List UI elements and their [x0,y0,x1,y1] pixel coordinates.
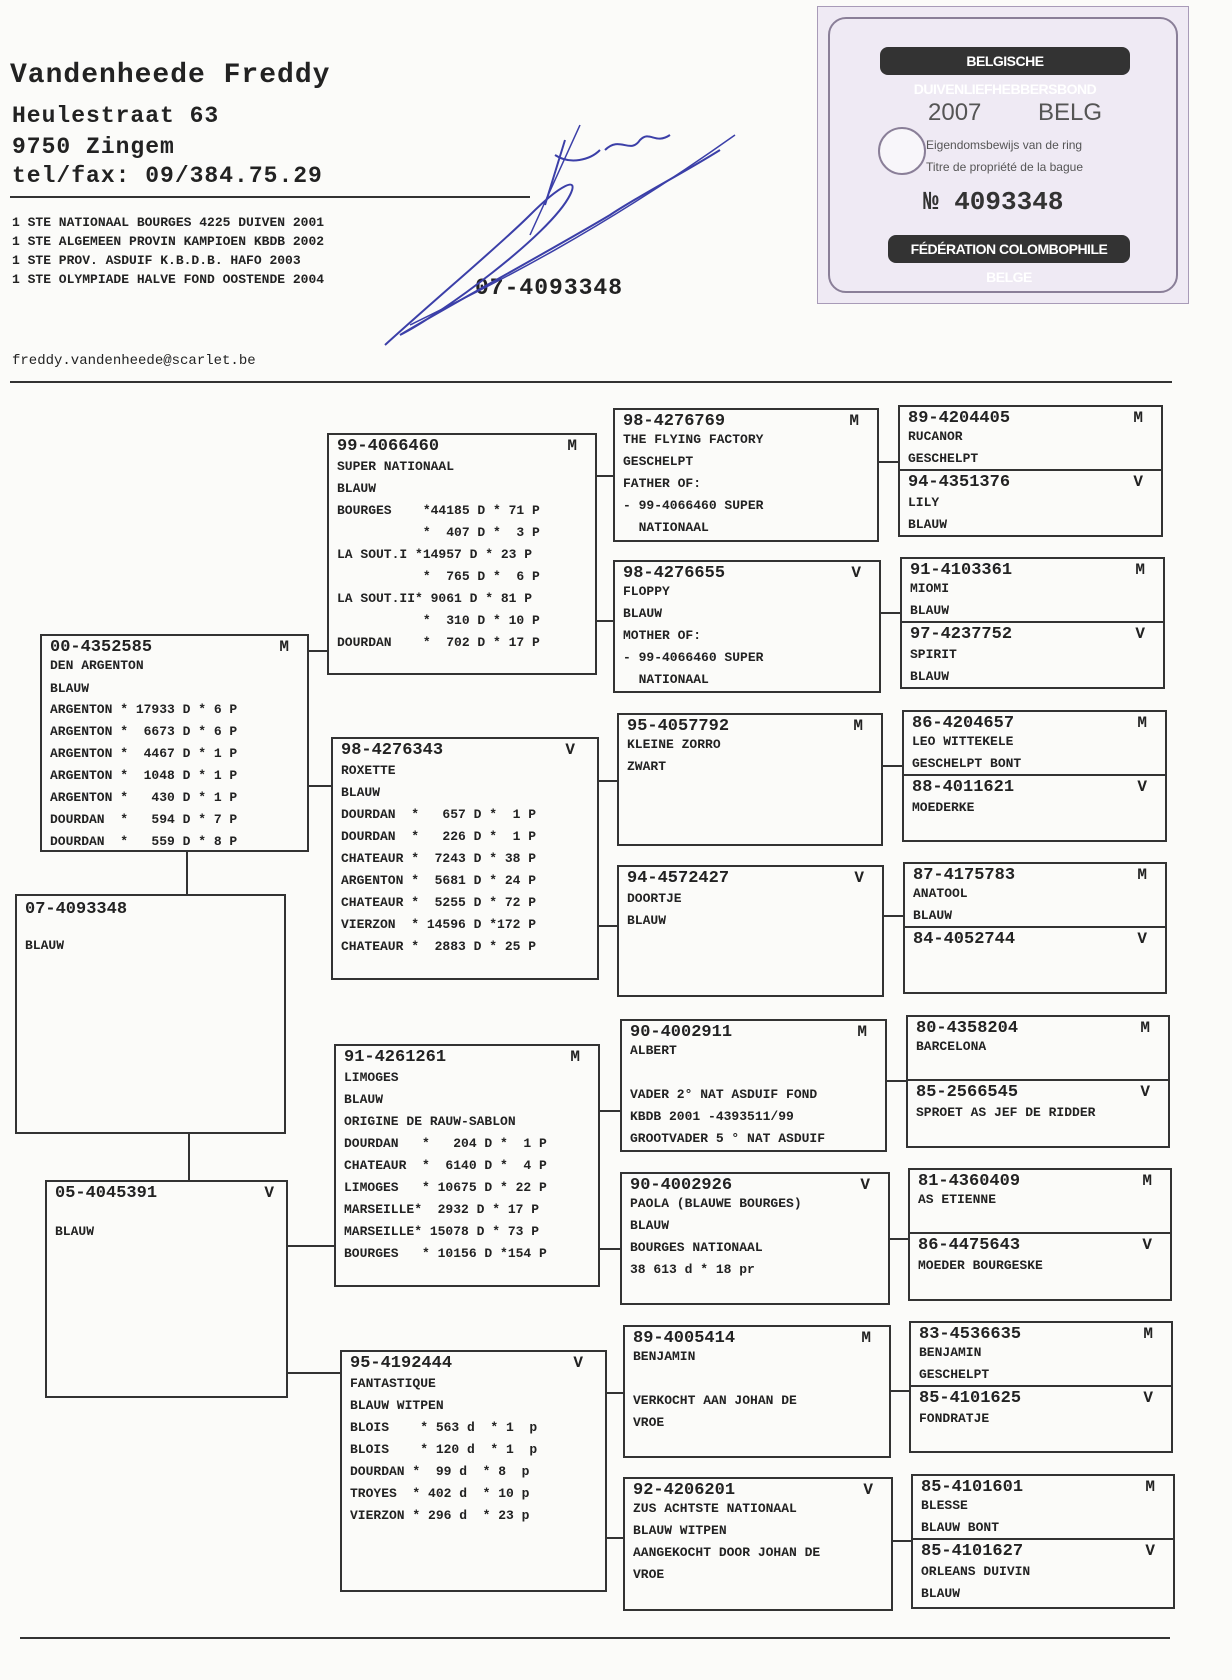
detail-line: * 765 D * 6 P [337,569,540,584]
detail-line: MARSEILLE* 2932 D * 17 P [344,1202,540,1217]
ring-number-label: 07-4093348 [25,900,128,919]
detail-line: KBDB 2001 -4393511/99 [630,1109,794,1124]
ring-number-label: 98-4276343 [341,741,444,760]
stamp-bottom-banner: FÉDÉRATION COLOMBOPHILE BELGE [888,235,1130,263]
ring-number-label: 95-4057792 [627,717,730,736]
ring-number-label: 91-4261261 [344,1048,447,1067]
detail-line: MOEDERKE [912,800,975,815]
sex-marker: M [1143,1325,1153,1343]
pigeon-card-dam [45,1180,288,1398]
detail-line: SPIRIT [910,647,957,662]
sex-marker: V [1140,1083,1150,1101]
owner-street: Heulestraat 63 [12,103,220,129]
connector [599,925,617,927]
detail-line: CHATEAUR * 6140 D * 4 P [344,1158,547,1173]
sex-marker: V [1133,473,1143,491]
ring-number-label: 95-4192444 [350,1354,453,1373]
detail-line: MOEDER BOURGESKE [918,1258,1043,1273]
connector [595,475,613,477]
connector [595,620,613,622]
pigeon-card-dam-sire [334,1044,600,1287]
connector [893,1540,911,1542]
detail-line: BLAUW [921,1586,961,1601]
detail-line: BLAUW [910,603,950,618]
detail-line: LA SOUT.I *14957 D * 23 P [337,547,533,562]
detail-line: ZUS ACHTSTE NATIONAAL [633,1501,797,1516]
detail-line: VADER 2° NAT ASDUIF FOND [630,1087,818,1102]
ring-number-label: 84-4052744 [913,930,1016,949]
detail-line: MIOMI [910,581,950,596]
sex-marker: M [1137,866,1147,884]
detail-line: ARGENTON * 430 D * 1 P [50,790,238,805]
detail-line: BOURGES *44185 D * 71 P [337,503,540,518]
detail-line: ROXETTE [341,763,396,778]
sex-marker: V [1145,1542,1155,1560]
detail-line: DOORTJE [627,891,682,906]
ring-number-label: 83-4536635 [919,1325,1022,1344]
achievement-4: 1 STE OLYMPIADE HALVE FOND OOSTENDE 2004 [12,272,325,287]
detail-line: KLEINE ZORRO [627,737,721,752]
detail-line: * 407 D * 3 P [337,525,540,540]
sex-marker: V [264,1184,274,1202]
sex-marker: V [565,741,575,759]
detail-line: ARGENTON * 5681 D * 24 P [341,873,537,888]
ring-number: 07-4093348 [475,275,624,301]
detail-line: GESCHELPT BONT [912,756,1022,771]
stamp-line-2: Titre de propriété de la bague [926,160,1083,174]
detail-line: NATIONAAL [623,672,709,687]
grandparent-pair-6 [908,1168,1172,1301]
detail-line: BLAUW [908,517,948,532]
connector [186,852,188,894]
ring-number-label: 98-4276769 [623,412,726,431]
pigeon-card-sire [40,634,309,852]
detail-line: AS ETIENNE [918,1192,997,1207]
connector [887,1080,906,1082]
sex-marker: M [853,717,863,735]
ring-number-label: 85-2566545 [916,1083,1019,1102]
detail-line: MOTHER OF: [623,628,702,643]
detail-line: ORIGINE DE RAUW-SABLON [344,1114,516,1129]
detail-line: AANGEKOCHT DOOR JOHAN DE [633,1545,821,1560]
achievement-1: 1 STE NATIONAAL BOURGES 4225 DUIVEN 2001 [12,215,325,230]
ring-number-label: 00-4352585 [50,638,153,657]
detail-line: DOURDAN * 204 D * 1 P [344,1136,547,1151]
stamp-country: BELG [1038,99,1103,126]
ring-number-label: 90-4002911 [630,1023,733,1042]
ring-number-label: 85-4101627 [921,1542,1024,1561]
detail-line: ORLEANS DUIVIN [921,1564,1031,1579]
detail-line: RUCANOR [908,429,963,444]
detail-line: BARCELONA [916,1039,987,1054]
detail-line: PAOLA (BLAUWE BOURGES) [630,1196,802,1211]
ring-number-label: 80-4358204 [916,1019,1019,1038]
detail-line: DOURDAN * 226 D * 1 P [341,829,537,844]
ring-number-label: 97-4237752 [910,625,1013,644]
pigeon-card-sire-dam [331,737,599,980]
detail-line: FONDRATJE [919,1411,990,1426]
pigeon-card-dam-dam [340,1350,607,1592]
sex-marker: V [1135,625,1145,643]
detail-line: BLAUW BONT [921,1520,1000,1535]
detail-line: - 99-4066460 SUPER [623,498,764,513]
detail-line: CHATEAUR * 7243 D * 38 P [341,851,537,866]
ring-number-label: 98-4276655 [623,564,726,583]
detail-line: BLAUW [623,606,663,621]
ring-number-label: 91-4103361 [910,561,1013,580]
detail-line: DOURDAN * 99 d * 8 p [350,1464,530,1479]
ring-number-label: 86-4204657 [912,714,1015,733]
connector [309,650,327,652]
grandparent-pair-4 [903,862,1167,994]
detail-line: BLAUW [337,481,377,496]
detail-line: LIMOGES * 10675 D * 22 P [344,1180,547,1195]
pigeon-card-ssd [613,560,881,693]
detail-line: LILY [908,495,940,510]
detail-line: GESCHELPT [919,1367,990,1382]
sex-marker: V [1137,930,1147,948]
ring-number-label: 89-4204405 [908,409,1011,428]
detail-line: FLOPPY [623,584,670,599]
connector [600,1110,620,1112]
pedigree-top-rule [10,381,1172,383]
detail-line: VERKOCHT AAN JOHAN DE [633,1393,797,1408]
sex-marker: M [849,412,859,430]
connector [890,1238,908,1240]
detail-line: MARSEILLE* 15078 D * 73 P [344,1224,540,1239]
detail-line: DOURDAN * 702 D * 17 P [337,635,540,650]
detail-line: BLESSE [921,1498,968,1513]
detail-line: BLAUW [50,681,90,696]
sex-marker: V [860,1176,870,1194]
detail-line: ZWART [627,759,667,774]
grandparent-pair-8 [911,1474,1175,1609]
stamp-top-banner: BELGISCHE DUIVENLIEFHEBBERSBOND [880,47,1130,75]
sex-marker: M [1133,409,1143,427]
stamp-year: 2007 [928,99,982,126]
email: freddy.vandenheede@scarlet.be [12,353,256,369]
detail-line: ARGENTON * 17933 D * 6 P [50,702,238,717]
pigeon-card-dss [620,1019,887,1152]
stamp-number: № 4093348 [923,187,1064,217]
detail-line: BLAUW [913,908,953,923]
ring-number-label: 88-4011621 [912,778,1015,797]
detail-line: CHATEAUR * 5255 D * 72 P [341,895,537,910]
detail-line: BLOIS * 120 d * 1 p [350,1442,538,1457]
connector [891,1390,909,1392]
owner-city: 9750 Zingem [12,134,175,160]
detail-line: BLAUW [341,785,381,800]
sex-marker: V [573,1354,583,1372]
detail-line: SPROET AS JEF DE RIDDER [916,1105,1096,1120]
connector [607,1537,623,1539]
sex-marker: M [570,1048,580,1066]
detail-line: DOURDAN * 657 D * 1 P [341,807,537,822]
connector [884,915,903,917]
connector [883,765,902,767]
sex-marker: V [851,564,861,582]
detail-line: FATHER OF: [623,476,702,491]
connector [881,612,900,614]
detail-line: 38 613 d * 18 pr [630,1262,755,1277]
sex-marker: V [1142,1236,1152,1254]
sex-marker: M [567,437,577,455]
detail-line: ARGENTON * 1048 D * 1 P [50,768,238,783]
detail-line: BLOIS * 563 d * 1 p [350,1420,538,1435]
pigeon-card-ddd [623,1477,893,1611]
detail-line: BOURGES * 10156 D *154 P [344,1246,547,1261]
ring-number-label: 92-4206201 [633,1481,736,1500]
sex-marker: M [861,1329,871,1347]
pigeon-card-dds [623,1325,891,1458]
pigeon-card-dsd [620,1172,890,1305]
detail-line: BLAUW [55,1224,95,1239]
ring-number-label: 89-4005414 [633,1329,736,1348]
detail-line: GESCHELPT [908,451,979,466]
detail-line: GESCHELPT [623,454,694,469]
ring-number-label: 81-4360409 [918,1172,1021,1191]
sex-marker: V [854,869,864,887]
detail-line: BLAUW WITPEN [633,1523,727,1538]
detail-line: SUPER NATIONAAL [337,459,455,474]
connector [309,785,331,787]
detail-line: ALBERT [630,1043,677,1058]
pigeon-card-sdd [617,865,884,997]
pigeon-card-subject [15,894,286,1134]
grandparent-pair-3 [902,710,1167,842]
detail-line: ARGENTON * 4467 D * 1 P [50,746,238,761]
grandparent-pair-5 [906,1015,1170,1148]
detail-line: BLAUW [25,938,65,953]
sex-marker: M [1145,1478,1155,1496]
punch-hole [878,127,926,175]
connector [600,1248,620,1250]
detail-line: ARGENTON * 6673 D * 6 P [50,724,238,739]
detail-line: GROOTVADER 5 ° NAT ASDUIF [630,1131,826,1146]
grandparent-pair-7 [909,1321,1173,1453]
sex-marker: M [1140,1019,1150,1037]
detail-line: BENJAMIN [919,1345,982,1360]
ring-number-label: 86-4475643 [918,1236,1021,1255]
pedigree-bottom-rule [20,1637,1170,1639]
detail-line: DOURDAN * 559 D * 8 P [50,834,238,849]
grandparent-pair-2 [900,557,1165,689]
detail-line: THE FLYING FACTORY [623,432,764,447]
ring-number-label: 87-4175783 [913,866,1016,885]
grandparent-pair-1 [898,405,1163,537]
detail-line: VROE [633,1567,665,1582]
detail-line: BLAUW [627,913,667,928]
sex-marker: M [1135,561,1145,579]
owner-name: Vandenheede Freddy [10,60,331,91]
detail-line: * 310 D * 10 P [337,613,540,628]
ring-number-label: 85-4101601 [921,1478,1024,1497]
achievement-3: 1 STE PROV. ASDUIF K.B.D.B. HAFO 2003 [12,253,301,268]
sex-marker: M [1137,714,1147,732]
sex-marker: V [1143,1389,1153,1407]
connector [879,461,898,463]
connector [599,780,617,782]
detail-line: LA SOUT.II* 9061 D * 81 P [337,591,533,606]
pigeon-card-sds [617,713,883,846]
sex-marker: M [279,638,289,656]
pigeon-card-sire-sire [327,433,597,675]
detail-line: BLAUW [910,669,950,684]
detail-line: DOURDAN * 594 D * 7 P [50,812,238,827]
detail-line: VIERZON * 296 d * 23 p [350,1508,530,1523]
ring-number-label: 99-4066460 [337,437,440,456]
ring-number-label: 05-4045391 [55,1184,158,1203]
detail-line: TROYES * 402 d * 10 p [350,1486,530,1501]
detail-line: LIMOGES [344,1070,399,1085]
sex-marker: V [1137,778,1147,796]
detail-line: FANTASTIQUE [350,1376,436,1391]
detail-line: VIERZON * 14596 D *172 P [341,917,537,932]
ring-number-label: 94-4351376 [908,473,1011,492]
detail-line: LEO WITTEKELE [912,734,1014,749]
achievement-2: 1 STE ALGEMEEN PROVIN KAMPIOEN KBDB 2002 [12,234,325,249]
ring-number-label: 90-4002926 [630,1176,733,1195]
detail-line: CHATEAUR * 2883 D * 25 P [341,939,537,954]
detail-line: BLAUW [344,1092,384,1107]
connector [188,1134,190,1180]
detail-line: DEN ARGENTON [50,658,144,673]
ring-ownership-card [817,6,1189,304]
detail-line: VROE [633,1415,665,1430]
connector [286,1245,334,1247]
stamp-line-1: Eigendomsbewijs van de ring [926,138,1083,152]
detail-line: - 99-4066460 SUPER [623,650,764,665]
pigeon-card-sss [613,408,879,542]
connector [607,1392,623,1394]
detail-line: BLAUW [630,1218,670,1233]
sex-marker: M [857,1023,867,1041]
owner-phone: tel/fax: 09/384.75.29 [12,163,323,189]
sex-marker: M [1142,1172,1152,1190]
sex-marker: V [863,1481,873,1499]
detail-line: BOURGES NATIONAAL [630,1240,763,1255]
detail-line: NATIONAAL [623,520,709,535]
ring-number-label: 85-4101625 [919,1389,1022,1408]
detail-line: BENJAMIN [633,1349,696,1364]
ring-number-label: 94-4572427 [627,869,730,888]
signature [380,95,750,355]
detail-line: ANATOOL [913,886,968,901]
connector [286,1372,340,1374]
detail-line: BLAUW WITPEN [350,1398,444,1413]
